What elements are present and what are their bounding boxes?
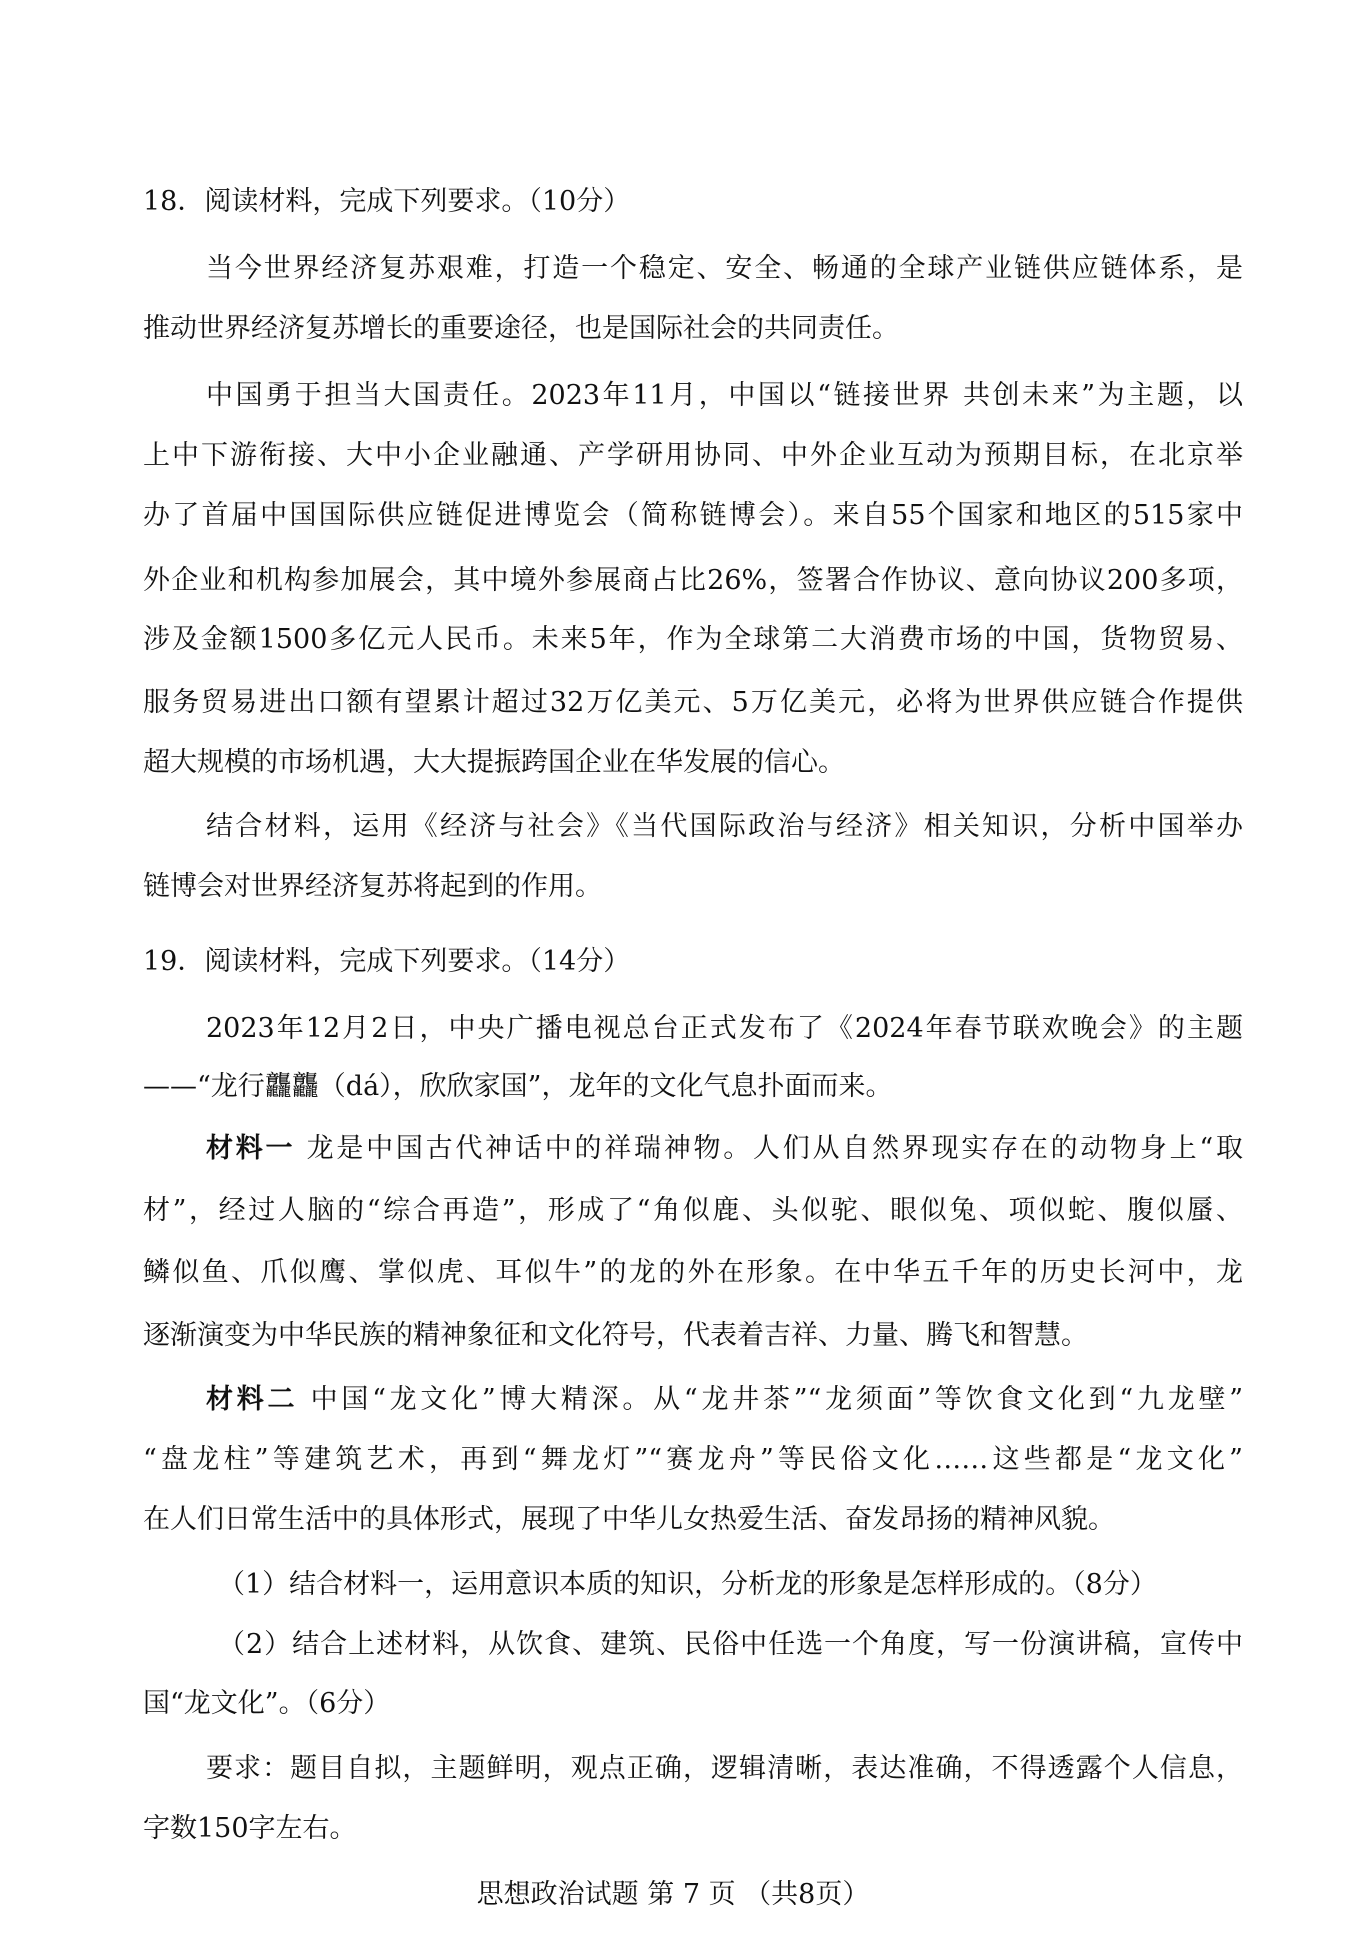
paragraph-line: 当今世界经济复苏艰难，打造一个稳定、安全、畅通的全球产业链供应链体系，是 [206,253,1243,284]
material-2-line: 在人们日常生活中的具体形式，展现了中华儿女热爱生活、奋发昂扬的精神风貌。 [143,1504,1115,1535]
question-19-header: 19．阅读材料，完成下列要求。（14分） [143,946,631,977]
paragraph-line: 涉及金额1500多亿元人民币。未来5年，作为全球第二大消费市场的中国，货物贸易、 [143,624,1243,655]
paragraph-line: ——“龙行龘龘（dá），欣欣家国”，龙年的文化气息扑面而来。 [143,1071,893,1102]
sub-question-2-line: （2）结合上述材料，从饮食、建筑、民俗中任选一个角度，写一份演讲稿，宣传中 [218,1629,1243,1660]
requirement-line: 字数150字左右。 [143,1813,357,1844]
material-2-line: “盘龙柱”等建筑艺术，再到“舞龙灯”“赛龙舟”等民俗文化……这些都是“龙文化” [143,1444,1243,1475]
material-1-line: 逐渐演变为中华民族的精神象征和文化符号，代表着吉祥、力量、腾飞和智慧。 [143,1320,1088,1351]
paragraph-line: 上中下游衔接、大中小企业融通、产学研用协同、中外企业互动为预期目标，在北京举 [143,440,1243,471]
sub-question-1: （1）结合材料一，运用意识本质的知识，分析龙的形象是怎样形成的。（8分） [218,1569,1157,1600]
material-1-label: 材料一 [206,1133,296,1164]
paragraph-line: 办了首届中国国际供应链促进博览会（简称链博会）。来自55个国家和地区的515家中 [143,500,1243,531]
material-1-line: 材”，经过人脑的“综合再造”，形成了“角似鹿、头似驼、眼似兔、项似蛇、腹似蜃、 [143,1195,1243,1226]
question-18-header: 18．阅读材料，完成下列要求。（10分） [143,186,631,217]
paragraph-line: 外企业和机构参加展会，其中境外参展商占比26%，签署合作协议、意向协议200多项， [143,565,1243,596]
page-footer: 思想政治试题 第 7 页 （共8页） [476,1879,870,1910]
task-line: 链博会对世界经济复苏将起到的作用。 [143,871,602,902]
material-2-line: 材料二 中国“龙文化”博大精深。从“龙井茶”“龙须面”等饮食文化到“九龙壁” [206,1384,1243,1415]
paragraph-line: 超大规模的市场机遇，大大提振跨国企业在华发展的信心。 [143,747,845,778]
material-2-label: 材料二 [206,1384,299,1415]
material-1-line: 材料一 龙是中国古代神话中的祥瑞神物。人们从自然界现实存在的动物身上“取 [206,1133,1243,1164]
paragraph-line: 服务贸易进出口额有望累计超过32万亿美元、5万亿美元，必将为世界供应链合作提供 [143,687,1243,718]
paragraph-line: 推动世界经济复苏增长的重要途径，也是国际社会的共同责任。 [143,313,899,344]
paragraph-line: 2023年12月2日，中央广播电视总台正式发布了《2024年春节联欢晚会》的主题 [206,1013,1243,1044]
task-line: 结合材料，运用《经济与社会》《当代国际政治与经济》相关知识，分析中国举办 [206,811,1243,842]
requirement-line: 要求：题目自拟，主题鲜明，观点正确，逻辑清晰，表达准确，不得透露个人信息， [206,1753,1243,1784]
paragraph-line: 中国勇于担当大国责任。2023年11月，中国以“链接世界 共创未来”为主题，以 [206,380,1243,411]
sub-question-2-line: 国“龙文化”。（6分） [143,1688,391,1719]
material-1-line: 鳞似鱼、爪似鹰、掌似虎、耳似牛”的龙的外在形象。在中华五千年的历史长河中，龙 [143,1257,1243,1288]
